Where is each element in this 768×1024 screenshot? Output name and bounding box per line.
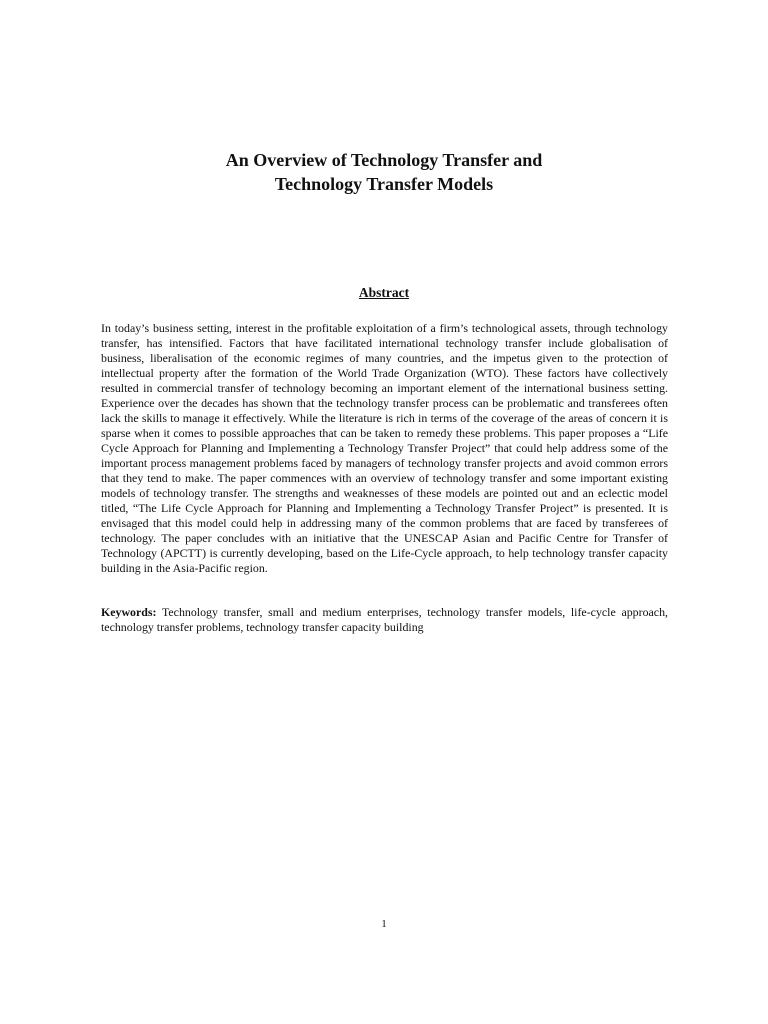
abstract-paragraph: In today’s business setting, interest in the profitable exploitation of a firm’s technological assets, through technology transfer, has intensified. Factors that have facilitated international technology transfer include globalisation of business, liberalisation of the economic regimes of many countries, and the impetus given to the protection of intellectual property after the formation of the World Trade Organization (WTO). These factors have collectively resulted in commercial transfer of technology becoming an important element of the international business setting. Experience over the decades has shown that the technology transfer process can be problematic and transferees often lack the skills to manage it effectively. While the literature is rich in terms of the coverage of the areas of concern it is sparse when it comes to possible approaches that can be taken to remedy these problems. This paper proposes a “Life Cycle Approach for Planning and Implementing a Technology Transfer Project” that could help address some of the important process management problems faced by managers of technology transfer projects and avoid common errors that they tend to make. The paper commences with an overview of technology transfer and some important existing models of technology transfer. The strengths and weaknesses of these models are pointed out and an eclectic model titled, “The Life Cycle Approach for Planning and Implementing a Technology Transfer Project” is presented. It is envisaged that this model could help in addressing many of the common problems that are faced by transferees of technology. The paper concludes with an initiative that the UNESCAP Asian and Pacific Centre for Transfer of Technology (APCTT) is currently developing, based on the Life-Cycle approach, to help technology transfer capacity building in the Asia-Pacific region. xyxy=(101,321,668,575)
title-line-2: Technology Transfer Models xyxy=(274,174,494,194)
keywords-paragraph xyxy=(101,605,668,635)
page-number: 1 xyxy=(381,918,387,930)
keywords-label: Keywords: xyxy=(101,605,157,619)
keywords-text: Technology transfer, small and medium enterprises, technology transfer models, life-cycle approach, technology transfer problems, technology transfer capacity building xyxy=(101,605,668,634)
title-line-1: An Overview of Technology Transfer and xyxy=(225,150,543,170)
paper-title xyxy=(0,148,768,196)
abstract-heading: Abstract xyxy=(358,285,410,300)
